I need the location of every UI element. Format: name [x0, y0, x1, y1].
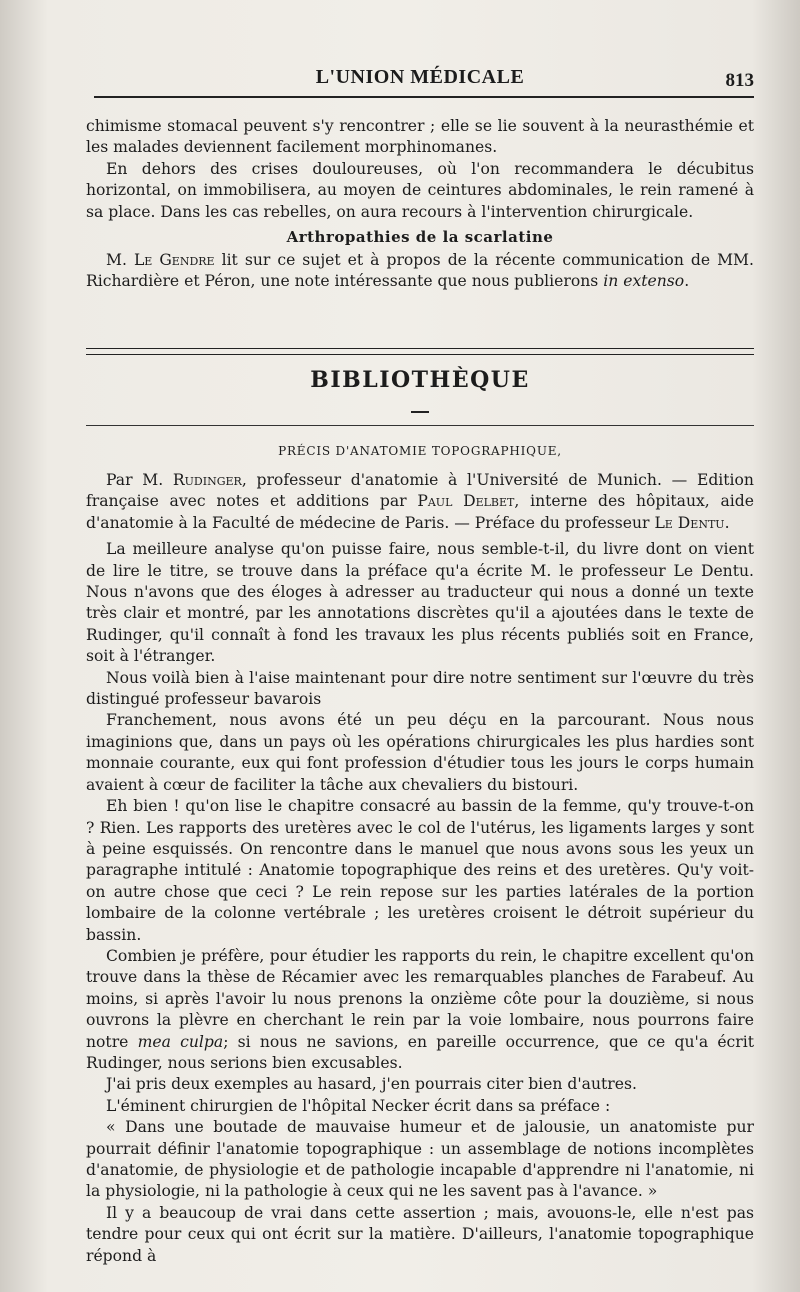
paragraph: Il y a beaucoup de vrai dans cette assertion ; mais, avouons-le, elle n'est pas tendre pour ceux qui ont écrit sur la matière. D'ailleurs, l'anatomie topographique répond à [86, 1203, 754, 1265]
section-divider [86, 348, 754, 355]
paragraph: Nous voilà bien à l'aise maintenant pour dire notre sentiment sur l'œuvre du très distingué professeur bavarois [86, 668, 754, 709]
editor-name: Paul Delbet [417, 492, 515, 511]
running-title: L'UNION MÉDICALE [315, 66, 525, 88]
paragraph: M. Le Gendre lit sur ce sujet et à propos de la récente communication de MM. Richardière et Péron, une note intéressante que nous publierons in extenso. [86, 251, 754, 291]
section-title: BIBLIOTHÈQUE [310, 367, 530, 393]
author-name: Rudinger [172, 471, 242, 489]
paragraph: En dehors des crises douloureuses, où l'on recommandera le décubitus horizontal, on immobilisera, au moyen de ceintures abdominales, le rein ramené à sa place. Dans les cas rebelles, on aura recours à l'intervention chirurgicale. [86, 159, 754, 221]
italic-phrase: mea culpa [137, 1032, 224, 1051]
paragraph: chimisme stomacal peuvent s'y rencontrer ; elle se lie souvent à la neurasthémie et les malades deviennent facilement morphinomanes. [86, 117, 754, 157]
bibliography-section [86, 348, 754, 1267]
paragraph: Combien je préfère, pour étudier les rapports du rein, le chapitre excellent qu'on trouve dans la thèse de Récamier avec les remarquables planches de Farabeuf. Au moins, si après l'avoir lu nous prenons la onzième côte pour la douzième, si nous ouvrons la plèvre en cherchant le rein par la voie lombaire, nous pourrons faire notre mea culpa; si nous ne savions, en pareille occurrence, que ce qu'a écrit Rudinger, nous serions bien excusables. [86, 946, 754, 1072]
section-subheading: Arthropathies de la scarlatine [286, 228, 554, 247]
title-dash [411, 411, 429, 413]
citation: Par M. Rudinger, professeur d'anatomie à l'Université de Munich. — Edition française avec notes et additions par Paul Delbet, interne des hôpitaux, aide d'anatomie à la Faculté de médecine de Paris. — Préface du professeur Le Dentu. [86, 471, 754, 532]
paragraph: Eh bien ! qu'on lise le chapitre consacré au bassin de la femme, qu'y trouve-t-on ? Rien. Les rapports des uretères avec le col de l'utérus, les ligaments larges y sont à peine esquissés. On rencontre dans le manuel que nous avons sous les yeux un paragraphe intitulé : Anatomie topographique des reins et des uretères. Qu'y voit-on autre chose que ceci ? Le rein repose sur les parties latérales de la portion lombaire de la colonne vertébrale ; les uretères croisent le détroit supérieur du bassin. [86, 797, 754, 944]
header-rule [94, 96, 754, 98]
book-title: PRÉCIS D'ANATOMIE TOPOGRAPHIQUE, [278, 444, 562, 458]
italic-phrase: in extenso [603, 272, 685, 291]
prefacer-name: Le Dentu [654, 513, 725, 532]
page-number: 813 [725, 70, 754, 91]
paragraph: J'ai pris deux exemples au hasard, j'en pourrais citer bien d'autres. [106, 1075, 637, 1094]
paragraph: La meilleure analyse qu'on puisse faire, nous semble-t-il, du livre dont on vient de lire le titre, se trouve dans la préface qu'a écrite M. le professeur Le Dentu. Nous n'avons que des éloges à adresser au traducteur qui nous a donné un texte très clair et montré, par les annotations discrètes qu'il a ajoutées dans le texte de Rudinger, qu'il connaît à fond les travaux les plus récents publiés soit en France, soit à l'étranger. [86, 540, 754, 666]
paragraph: Franchement, nous avons été un peu déçu en la parcourant. Nous nous imaginions que, dans un pays où les opérations chirurgicales les plus hardies sont monnaie courante, eux qui font profession d'étudier tous les jours le corps humain avaient à cœur de faciliter la tâche aux chevaliers du bistouri. [86, 711, 754, 794]
paragraph: L'éminent chirurgien de l'hôpital Necker écrit dans sa préface : [106, 1096, 611, 1115]
page-header [86, 58, 754, 98]
top-section [86, 116, 754, 293]
quotation: « Dans une boutade de mauvaise humeur et de jalousie, un anatomiste pur pourrait définir l'anatomie topographique : un assemblage de notions incomplètes d'anatomie, de physiologie et de pathologie incapable d'apprendre ni l'anatomie, ni la physiologie, ni la pathologie à ceux qui ne les savent pas à l'avance. » [86, 1118, 754, 1201]
thin-divider [86, 425, 754, 426]
author-name: Le Gendre [133, 251, 215, 270]
